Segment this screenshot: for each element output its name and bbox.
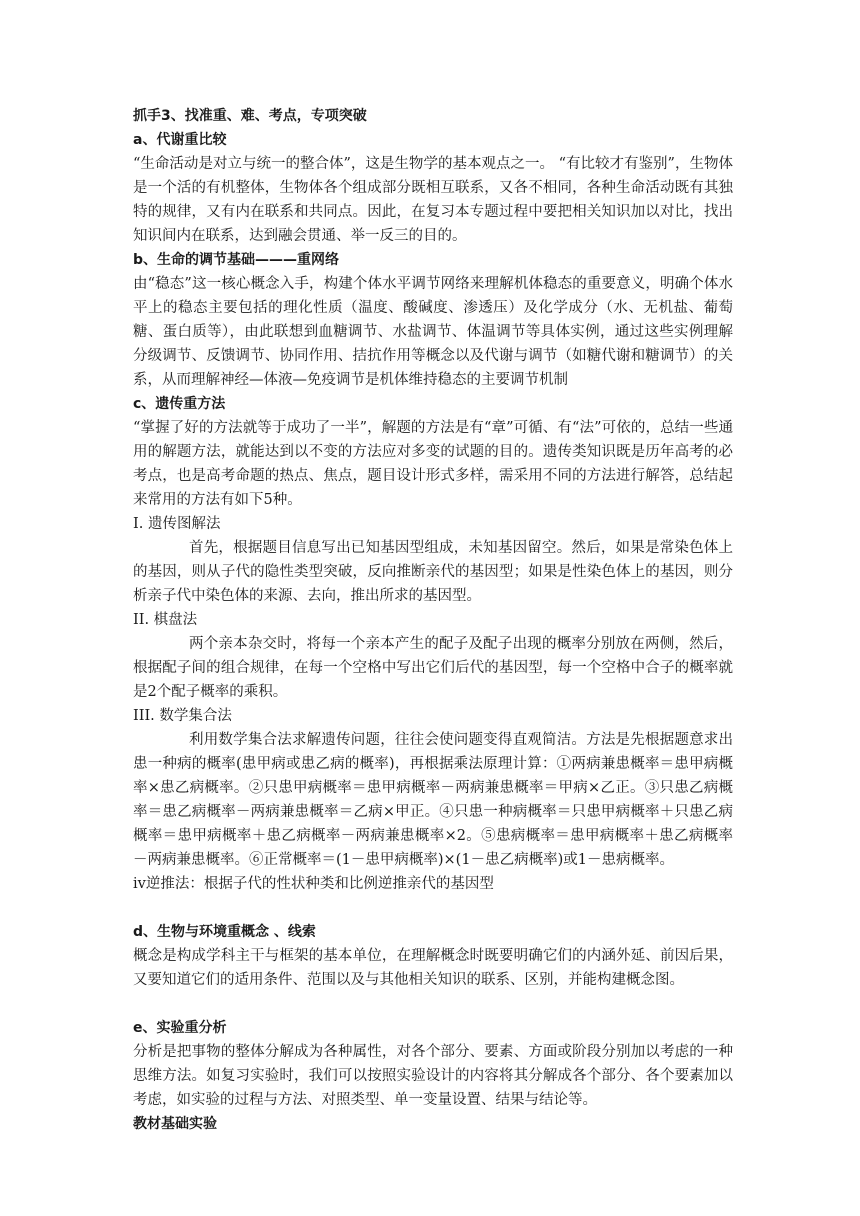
spacer xyxy=(133,992,733,1016)
method-4-line: ⅳ逆推法：根据子代的性状种类和比例逆推亲代的基因型 xyxy=(133,876,494,892)
document-body xyxy=(133,104,733,1136)
method-1-text: 首先，根据题目信息写出已知基因型组成，未知基因留空。然后，如果是常染色体上的基因，则从子代的隐性类型突破，反向推断亲代的基因型；如果是性染色体上的基因，则分析亲子代中染色体的来源、去向，推出所求的基因型。 xyxy=(133,540,733,604)
method-1-title: I. 遗传图解法 xyxy=(133,516,221,532)
section-title: 抓手3、找准重、难、考点，专项突破 xyxy=(133,108,367,124)
heading-c: c、遗传重方法 xyxy=(133,396,226,412)
paragraph-e: 分析是把事物的整体分解成为各种属性，对各个部分、要素、方面或阶段分别加以考虑的一种思维方法。如复习实验时，我们可以按照实验设计的内容将其分解成各个部分、各个要素加以考虑，如实验的过程与方法、对照类型、单一变量设置、结果与结论等。 xyxy=(133,1044,733,1108)
method-2-title: II. 棋盘法 xyxy=(133,612,198,628)
heading-a: a、代谢重比较 xyxy=(133,132,227,148)
footer-heading: 教材基础实验 xyxy=(133,1116,217,1132)
paragraph-a: “生命活动是对立与统一的整合体”，这是生物学的基本观点之一。 “有比较才有鉴别”，生物体是一个活的有机整体，生物体各个组成部分既相互联系，又各不相同，各种生命活动既有其独特的规律，又有内在联系和共同点。因此，在复习本专题过程中要把相关知识加以对比，找出知识间内在联系，达到融会贯通、举一反三的目的。 xyxy=(133,156,733,244)
method-2-text: 两个亲本杂交时，将每一个亲本产生的配子及配子出现的概率分别放在两侧，然后，根据配子间的组合规律，在每一个空格中写出它们后代的基因型，每一个空格中合子的概率就是2个配子概率的乘积。 xyxy=(133,636,733,700)
paragraph-d: 概念是构成学科主干与框架的基本单位，在理解概念时既要明确它们的内涵外延、前因后果，又要知道它们的适用条件、范围以及与其他相关知识的联系、区别，并能构建概念图。 xyxy=(133,948,733,988)
heading-b: b、生命的调节基础———重网络 xyxy=(133,252,340,268)
heading-d: d、生物与环境重概念 、线索 xyxy=(133,924,316,940)
heading-e: e、实验重分析 xyxy=(133,1020,227,1036)
paragraph-c: “掌握了好的方法就等于成功了一半”，解题的方法是有“章”可循、有“法”可依的，总结一些通用的解题方法，就能达到以不变的方法应对多变的试题的目的。遗传类知识既是历年高考的必考点，也是高考命题的热点、焦点，题目设计形式多样，需采用不同的方法进行解答，总结起来常用的方法有如下5种。 xyxy=(133,420,733,508)
spacer xyxy=(133,896,733,920)
paragraph-b: 由“稳态”这一核心概念入手，构建个体水平调节网络来理解机体稳态的重要意义，明确个体水平上的稳态主要包括的理化性质（温度、酸碱度、渗透压）及化学成分（水、无机盐、葡萄糖、蛋白质等），由此联想到血糖调节、水盐调节、体温调节等具体实例，通过这些实例理解分级调节、反馈调节、协同作用、拮抗作用等概念以及代谢与调节（如糖代谢和糖调节）的关系，从而理解神经—体液—免疫调节是机体维持稳态的主要调节机制 xyxy=(133,276,733,388)
method-3-text: 利用数学集合法求解遗传问题，往往会使问题变得直观简洁。方法是先根据题意求出患一种病的概率(患甲病或患乙病的概率)，再根据乘法原理计算：①两病兼患概率＝患甲病概率×患乙病概率。②只患甲病概率＝患甲病概率－两病兼患概率＝甲病×乙正。③只患乙病概率＝患乙病概率－两病兼患概率＝乙病×甲正。④只患一种病概率＝只患甲病概率＋只患乙病概率＝患甲病概率＋患乙病概率－两病兼患概率×2。⑤患病概率＝患甲病概率＋患乙病概率－两病兼患概率。⑥正常概率＝(1－患甲病概率)×(1－患乙病概率)或1－患病概率。 xyxy=(133,732,733,868)
method-3-title: III. 数学集合法 xyxy=(133,708,232,724)
